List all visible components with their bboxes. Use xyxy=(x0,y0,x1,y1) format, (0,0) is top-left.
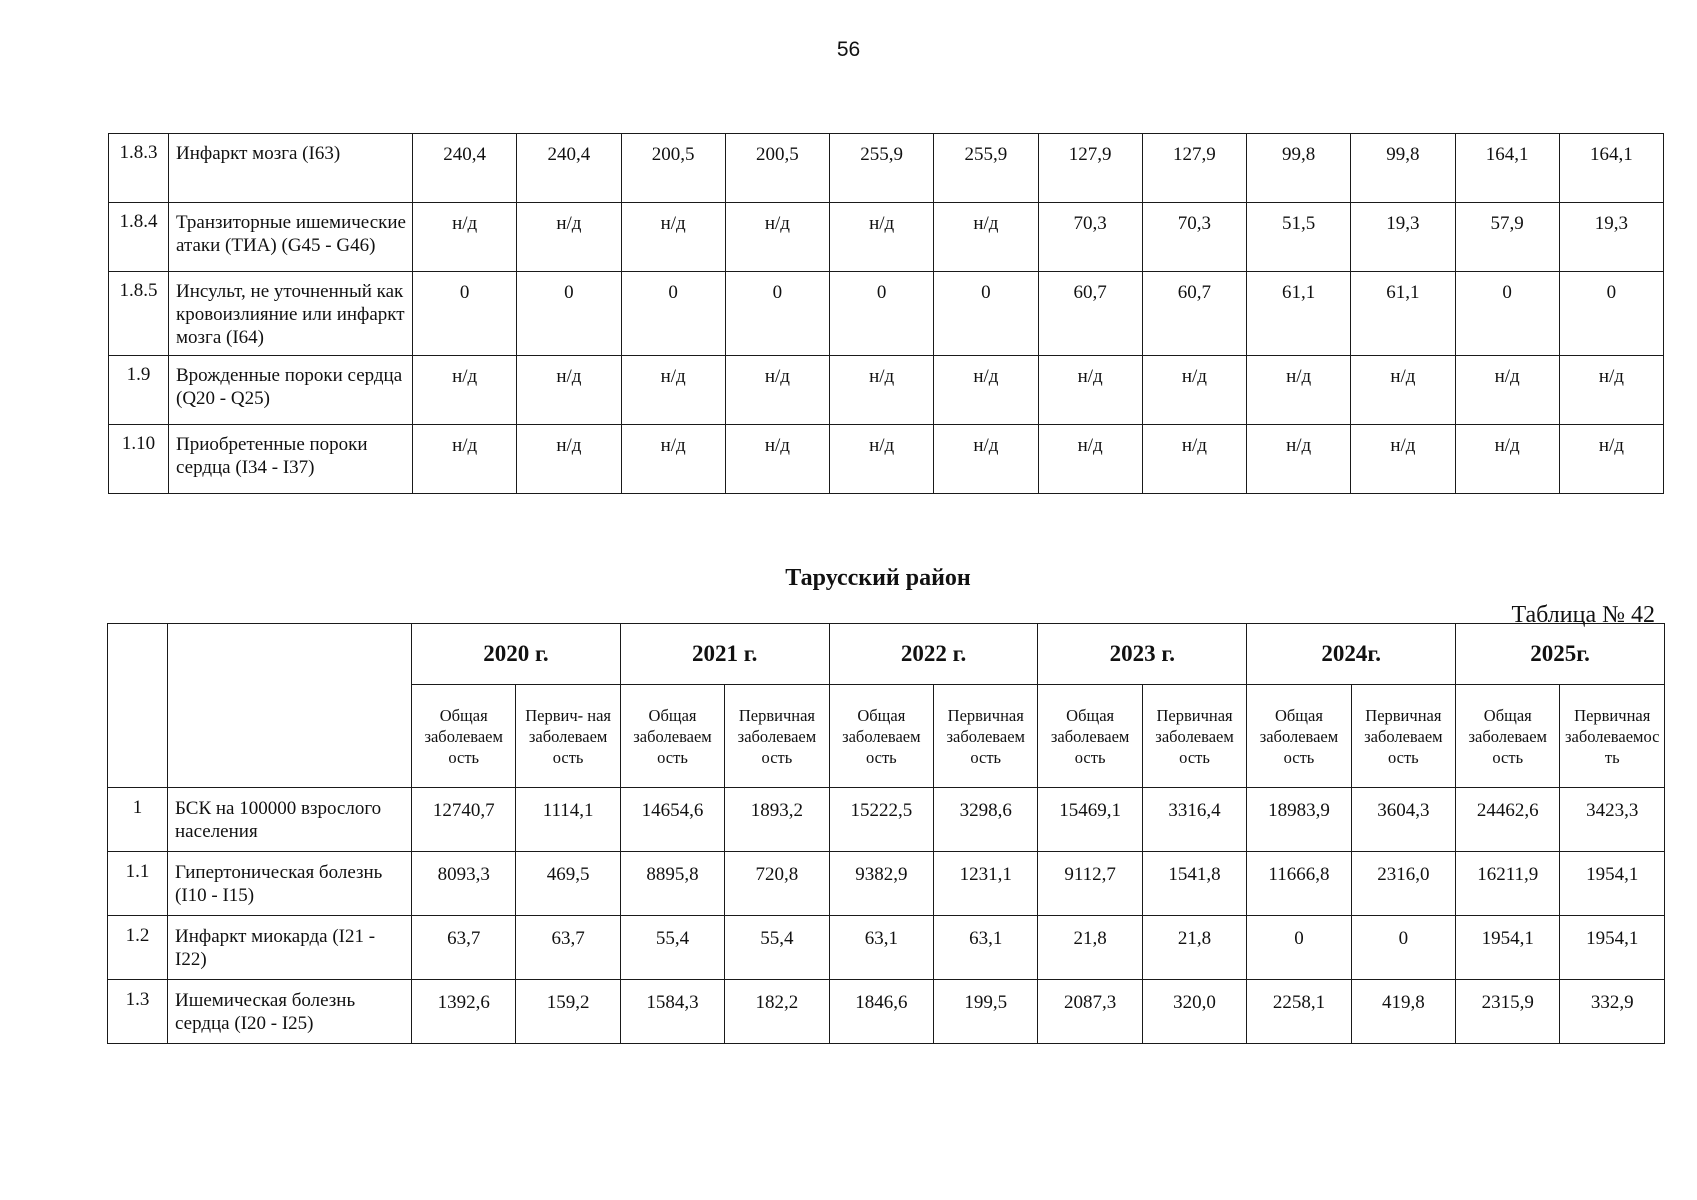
value-cell: 12740,7 xyxy=(412,788,516,852)
value-cell: 0 xyxy=(830,272,934,356)
value-cell: 240,4 xyxy=(413,134,517,203)
value-cell: н/д xyxy=(934,203,1038,272)
subheader-cell: Общая заболеваем ость xyxy=(1456,685,1560,788)
table-row xyxy=(108,916,1665,980)
year-header-row xyxy=(108,624,1665,685)
value-cell: 332,9 xyxy=(1560,980,1665,1044)
value-cell: 63,7 xyxy=(516,916,620,980)
value-cell: н/д xyxy=(725,203,829,272)
value-cell: 159,2 xyxy=(516,980,620,1044)
value-cell: н/д xyxy=(517,203,621,272)
value-cell: 1846,6 xyxy=(829,980,933,1044)
value-cell: 63,1 xyxy=(829,916,933,980)
value-cell: 2087,3 xyxy=(1038,980,1142,1044)
row-code-cell: 1.10 xyxy=(109,425,169,494)
value-cell: н/д xyxy=(1247,356,1351,425)
value-cell: 3298,6 xyxy=(934,788,1038,852)
table-row xyxy=(109,203,1664,272)
value-cell: н/д xyxy=(1455,356,1559,425)
value-cell: 8895,8 xyxy=(620,852,724,916)
subheader-cell: Общая заболеваем ость xyxy=(1247,685,1351,788)
value-cell: 255,9 xyxy=(934,134,1038,203)
value-cell: н/д xyxy=(830,425,934,494)
value-cell: н/д xyxy=(517,356,621,425)
row-name-cell: Инфаркт миокарда (I21 - I22) xyxy=(168,916,412,980)
value-cell: н/д xyxy=(1559,425,1663,494)
value-cell: 240,4 xyxy=(517,134,621,203)
table-row xyxy=(108,788,1665,852)
value-cell: 0 xyxy=(725,272,829,356)
row-code-cell: 1.9 xyxy=(109,356,169,425)
value-cell: 51,5 xyxy=(1247,203,1351,272)
value-cell: 200,5 xyxy=(725,134,829,203)
value-cell: 0 xyxy=(1455,272,1559,356)
value-cell: 2315,9 xyxy=(1456,980,1560,1044)
value-cell: 55,4 xyxy=(620,916,724,980)
header-code-cell xyxy=(108,624,168,788)
value-cell: 0 xyxy=(517,272,621,356)
value-cell: 63,7 xyxy=(412,916,516,980)
value-cell: н/д xyxy=(1247,425,1351,494)
value-cell: 99,8 xyxy=(1247,134,1351,203)
row-name-cell: Приобретенные пороки сердца (I34 - I37) xyxy=(169,425,413,494)
row-name-cell: Транзиторные ишемические атаки (ТИА) (G45 - G46) xyxy=(169,203,413,272)
value-cell: 1392,6 xyxy=(412,980,516,1044)
value-cell: 127,9 xyxy=(1142,134,1246,203)
value-cell: 21,8 xyxy=(1142,916,1246,980)
value-cell: 0 xyxy=(1351,916,1455,980)
value-cell: н/д xyxy=(621,203,725,272)
value-cell: 18983,9 xyxy=(1247,788,1351,852)
value-cell: н/д xyxy=(517,425,621,494)
value-cell: 199,5 xyxy=(934,980,1038,1044)
year-header: 2022 г. xyxy=(829,624,1038,685)
value-cell: 182,2 xyxy=(725,980,829,1044)
value-cell: 469,5 xyxy=(516,852,620,916)
value-cell: 70,3 xyxy=(1038,203,1142,272)
continued-table xyxy=(108,133,1664,494)
row-code-cell: 1.1 xyxy=(108,852,168,916)
table-row xyxy=(109,134,1664,203)
value-cell: н/д xyxy=(413,203,517,272)
value-cell: 3316,4 xyxy=(1142,788,1246,852)
value-cell: 0 xyxy=(934,272,1038,356)
value-cell: 419,8 xyxy=(1351,980,1455,1044)
table-row xyxy=(108,852,1665,916)
value-cell: 57,9 xyxy=(1455,203,1559,272)
subheader-cell: Первичная заболеваем ость xyxy=(934,685,1038,788)
subheader-cell: Первичная заболеваем ость xyxy=(725,685,829,788)
value-cell: 55,4 xyxy=(725,916,829,980)
row-name-cell: БСК на 100000 взрослого населения xyxy=(168,788,412,852)
value-cell: 200,5 xyxy=(621,134,725,203)
value-cell: 60,7 xyxy=(1142,272,1246,356)
value-cell: 2258,1 xyxy=(1247,980,1351,1044)
value-cell: 1114,1 xyxy=(516,788,620,852)
value-cell: 9112,7 xyxy=(1038,852,1142,916)
disease-incidence-table xyxy=(107,623,1665,1044)
value-cell: н/д xyxy=(934,425,1038,494)
value-cell: 320,0 xyxy=(1142,980,1246,1044)
section-title: Тарусский район xyxy=(785,565,971,591)
row-name-cell: Врожденные пороки сердца (Q20 - Q25) xyxy=(169,356,413,425)
value-cell: 14654,6 xyxy=(620,788,724,852)
value-cell: 3423,3 xyxy=(1560,788,1665,852)
subheader-cell: Общая заболеваем ость xyxy=(1038,685,1142,788)
value-cell: 0 xyxy=(1247,916,1351,980)
value-cell: 1954,1 xyxy=(1456,916,1560,980)
year-header: 2025г. xyxy=(1456,624,1665,685)
row-code-cell: 1 xyxy=(108,788,168,852)
subheader-cell: Первич- ная заболеваем ость xyxy=(516,685,620,788)
value-cell: 1893,2 xyxy=(725,788,829,852)
value-cell: н/д xyxy=(1038,356,1142,425)
value-cell: 60,7 xyxy=(1038,272,1142,356)
value-cell: 19,3 xyxy=(1559,203,1663,272)
subheader-cell: Общая заболеваем ость xyxy=(412,685,516,788)
value-cell: н/д xyxy=(413,356,517,425)
value-cell: н/д xyxy=(621,425,725,494)
value-cell: 24462,6 xyxy=(1456,788,1560,852)
value-cell: 16211,9 xyxy=(1456,852,1560,916)
value-cell: н/д xyxy=(1351,425,1455,494)
value-cell: 255,9 xyxy=(830,134,934,203)
value-cell: 61,1 xyxy=(1247,272,1351,356)
value-cell: 164,1 xyxy=(1559,134,1663,203)
row-name-cell: Инфаркт мозга (I63) xyxy=(169,134,413,203)
page-number: 56 xyxy=(836,38,861,61)
table-number-label: Таблица № 42 xyxy=(1511,602,1655,628)
value-cell: 3604,3 xyxy=(1351,788,1455,852)
subheader-cell: Первичная заболеваем ость xyxy=(1142,685,1246,788)
value-cell: н/д xyxy=(1142,425,1246,494)
value-cell: 127,9 xyxy=(1038,134,1142,203)
value-cell: н/д xyxy=(413,425,517,494)
value-cell: н/д xyxy=(1038,425,1142,494)
row-name-cell: Инсульт, не уточненный как кровоизлияние или инфаркт мозга (I64) xyxy=(169,272,413,356)
row-code-cell: 1.8.4 xyxy=(109,203,169,272)
header-name-cell xyxy=(168,624,412,788)
year-header: 2021 г. xyxy=(620,624,829,685)
subheader-cell: Первичная заболеваемос ть xyxy=(1560,685,1665,788)
value-cell: 1954,1 xyxy=(1560,916,1665,980)
value-cell: н/д xyxy=(1142,356,1246,425)
year-header: 2020 г. xyxy=(412,624,621,685)
row-name-cell: Ишемическая болезнь сердца (I20 - I25) xyxy=(168,980,412,1044)
value-cell: 720,8 xyxy=(725,852,829,916)
value-cell: н/д xyxy=(1351,356,1455,425)
value-cell: 2316,0 xyxy=(1351,852,1455,916)
value-cell: 1541,8 xyxy=(1142,852,1246,916)
year-header: 2024г. xyxy=(1247,624,1456,685)
value-cell: 1584,3 xyxy=(620,980,724,1044)
value-cell: н/д xyxy=(830,203,934,272)
subheader-cell: Общая заболеваем ость xyxy=(829,685,933,788)
table-row xyxy=(109,425,1664,494)
value-cell: н/д xyxy=(1559,356,1663,425)
value-cell: 61,1 xyxy=(1351,272,1455,356)
value-cell: н/д xyxy=(621,356,725,425)
row-code-cell: 1.8.3 xyxy=(109,134,169,203)
value-cell: 1954,1 xyxy=(1560,852,1665,916)
value-cell: 99,8 xyxy=(1351,134,1455,203)
value-cell: 15469,1 xyxy=(1038,788,1142,852)
table-row xyxy=(108,980,1665,1044)
value-cell: 164,1 xyxy=(1455,134,1559,203)
row-code-cell: 1.2 xyxy=(108,916,168,980)
value-cell: 9382,9 xyxy=(829,852,933,916)
value-cell: н/д xyxy=(1455,425,1559,494)
value-cell: 15222,5 xyxy=(829,788,933,852)
value-cell: 1231,1 xyxy=(934,852,1038,916)
value-cell: 63,1 xyxy=(934,916,1038,980)
value-cell: 70,3 xyxy=(1142,203,1246,272)
value-cell: 0 xyxy=(621,272,725,356)
value-cell: 21,8 xyxy=(1038,916,1142,980)
row-name-cell: Гипертоническая болезнь (I10 - I15) xyxy=(168,852,412,916)
value-cell: н/д xyxy=(934,356,1038,425)
value-cell: н/д xyxy=(725,356,829,425)
value-cell: н/д xyxy=(830,356,934,425)
table-row xyxy=(109,272,1664,356)
table-row xyxy=(109,356,1664,425)
value-cell: 0 xyxy=(413,272,517,356)
value-cell: 8093,3 xyxy=(412,852,516,916)
value-cell: 11666,8 xyxy=(1247,852,1351,916)
value-cell: 0 xyxy=(1559,272,1663,356)
subheader-cell: Общая заболеваем ость xyxy=(620,685,724,788)
value-cell: н/д xyxy=(725,425,829,494)
year-header: 2023 г. xyxy=(1038,624,1247,685)
row-code-cell: 1.3 xyxy=(108,980,168,1044)
value-cell: 19,3 xyxy=(1351,203,1455,272)
subheader-cell: Первичная заболеваем ость xyxy=(1351,685,1455,788)
row-code-cell: 1.8.5 xyxy=(109,272,169,356)
